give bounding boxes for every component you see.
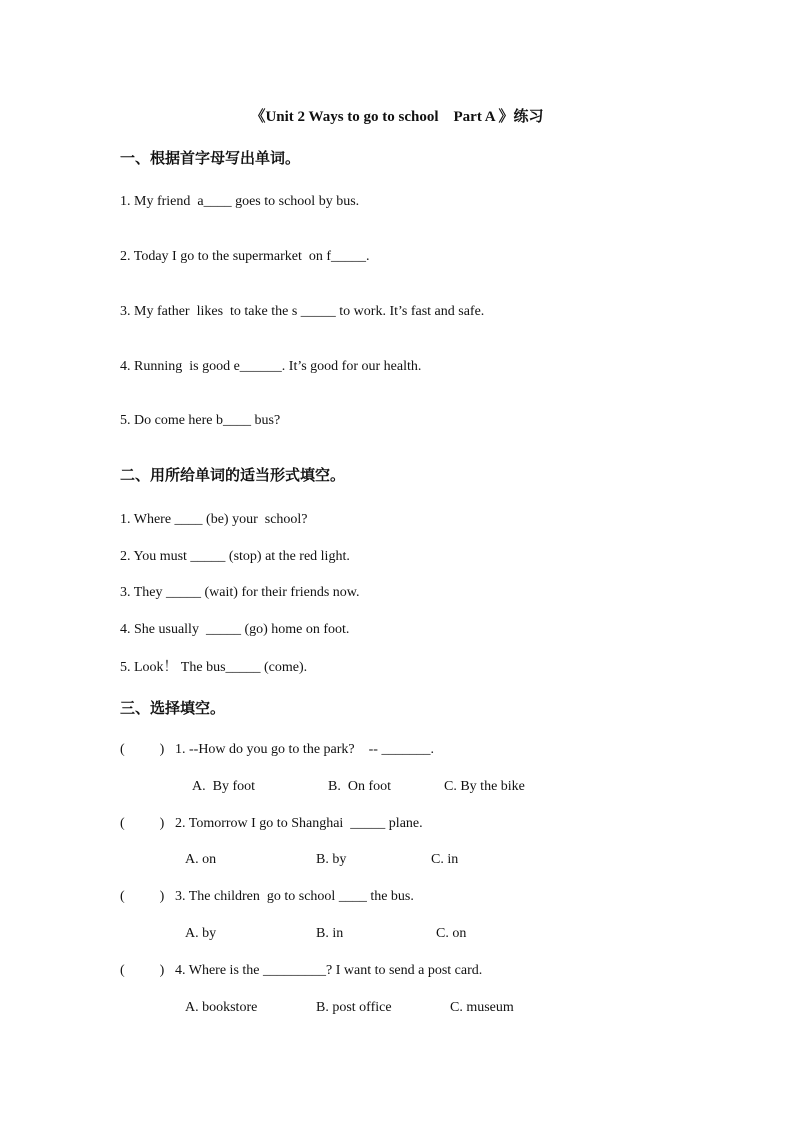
mc-question-3: 3. The children go to school ____ the bus. (175, 889, 414, 904)
section-3-heading: 三、选择填空。 (120, 699, 226, 717)
mc-question-1: 1. --How do you go to the park? -- _______. (175, 742, 434, 757)
mc-3-option-a: A. by (185, 926, 217, 941)
answer-parenthesis-4: ( ) (120, 963, 165, 978)
answer-parenthesis-1: ( ) (120, 742, 165, 757)
mc-3-option-b: B. in (316, 926, 344, 941)
fill-question-3: 3. My father likes to take the s _____ to work. It’s fast and safe. (120, 304, 485, 319)
mc-1-option-b: B. On foot (328, 779, 391, 794)
mc-4-option-b: B. post office (316, 1000, 392, 1015)
mc-1-option-c: C. By the bike (444, 779, 525, 794)
fill-question-5: 5. Do come here b____ bus? (120, 413, 281, 428)
fill-question-2: 2. Today I go to the supermarket on f_____. (120, 249, 370, 264)
mc-question-2: 2. Tomorrow I go to Shanghai _____ plane. (175, 816, 423, 831)
mc-2-option-a: A. on (185, 852, 217, 867)
fill-question-1: 1. My friend a____ goes to school by bus. (120, 194, 360, 209)
form-question-3: 3. They _____ (wait) for their friends now. (120, 585, 360, 600)
form-question-1: 1. Where ____ (be) your school? (120, 512, 308, 527)
mc-3-option-c: C. on (436, 926, 467, 941)
mc-4-option-c: C. museum (450, 1000, 514, 1015)
mc-4-option-a: A. bookstore (185, 1000, 258, 1015)
form-question-4: 4. She usually _____ (go) home on foot. (120, 622, 350, 637)
section-1-heading: 一、根据首字母写出单词。 (120, 149, 301, 167)
mc-question-4: 4. Where is the _________? I want to send a post card. (175, 963, 483, 978)
answer-parenthesis-2: ( ) (120, 816, 165, 831)
mc-2-option-c: C. in (431, 852, 459, 867)
page-title: 《Unit 2 Ways to go to school Part A 》练习 (250, 109, 544, 125)
mc-2-option-b: B. by (316, 852, 347, 867)
form-question-5: 5. Look！ The bus_____ (come). (120, 660, 308, 675)
answer-parenthesis-3: ( ) (120, 889, 165, 904)
mc-1-option-a: A. By foot (192, 779, 255, 794)
form-question-2: 2. You must _____ (stop) at the red light. (120, 549, 350, 564)
fill-question-4: 4. Running is good e______. It’s good for our health. (120, 359, 422, 374)
section-2-heading: 二、用所给单词的适当形式填空。 (120, 466, 346, 484)
